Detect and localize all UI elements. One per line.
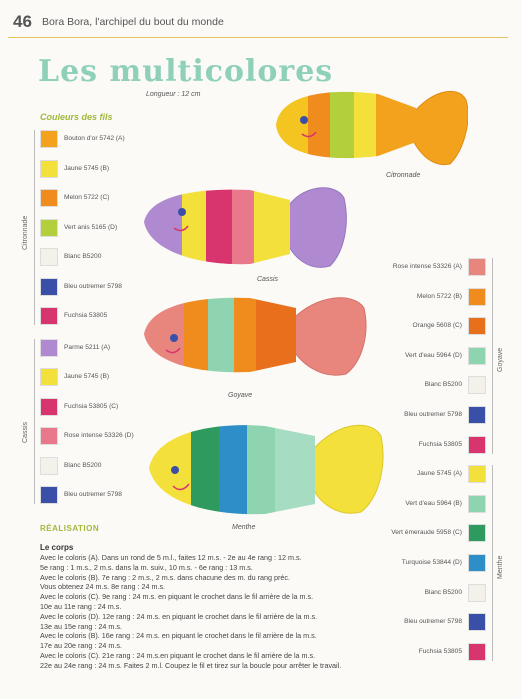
yarn-swatch [468,613,486,631]
yarn-label: Blanc B5200 [424,381,462,389]
instructions-text [40,553,380,671]
yarn-swatch [40,189,58,207]
yarn-colors-heading: Couleurs des fils [40,112,113,122]
realisation-heading: RÉALISATION [40,524,100,533]
yarn-label: Blanc B5200 [424,588,462,596]
page-header [0,0,522,40]
page-number: 46 [13,12,32,31]
instruction-line: Avec le coloris (A). Dans un rond de 5 m.l., faites 12 m.s. - 2e au 4e rang : 12 m.s. [40,553,302,562]
caption-citronnade: Citronnade [386,172,421,179]
yarn-label: Fuchsia 53805 [418,647,462,655]
instruction-line: Vous obtenez 24 m.s. 8e rang : 24 m.s. [40,582,166,592]
yarn-swatch [468,317,486,335]
group-label: Goyave [497,347,504,372]
yarn-label: Vert d'eau 5964 (B) [405,499,462,507]
yarn-swatch [40,339,58,357]
instruction-line: Avec le coloris (C). 21e rang : 24 m.s.en piquant le crochet dans le fil arrière de la m.s. [40,650,316,660]
yarn-swatch [468,347,486,365]
caption-goyave: Goyave [228,392,253,399]
yarn-label: Rose intense 53326 (A) [392,263,462,270]
caption-cassis: Cassis [257,276,279,283]
yarn-label: Blanc B5200 [64,253,102,260]
yarn-label: Vert émeraude 5958 (C) [391,529,462,537]
group-bracket [34,339,35,505]
group-label: Citronnade [22,215,29,250]
instruction-line: Avec le coloris (C). 9e rang : 24 m.s. en piquant le crochet dans le fil arrière de la m.s. [40,592,314,602]
group-bracket [34,130,35,325]
body-section-heading: Le corps [40,543,74,552]
instruction-line: 5e rang : 1 m.s., 2 m.s. dans la m. suiv., 10 m.s. - 6e rang : 13 m.s. [40,562,253,572]
yarn-label: Blanc B5200 [64,461,102,469]
yarn-label: Fuchsia 53805 [64,312,108,319]
yarn-swatch [468,554,486,572]
caption-menthe: Menthe [232,524,256,531]
group-label: Menthe [497,555,504,579]
instruction-line: 22e au 24e rang : 24 m.s. Faites 2 m.l. Coupez le fil et tirez sur la boucle pour arrêter le travail. [40,660,342,670]
yarn-label: Bleu outremer 5798 [64,491,122,498]
running-title: Bora Bora, l'archipel du bout du monde [42,16,224,28]
fish-menthe-illustration [145,412,385,522]
yarn-swatch [40,486,58,504]
group-label: Cassis [22,422,29,444]
yarn-swatch [468,436,486,454]
yarn-swatch [468,288,486,306]
yarn-label: Fuchsia 53805 [418,440,462,448]
yarn-swatch [40,398,58,416]
yarn-swatch [40,160,58,178]
yarn-swatch [40,248,58,266]
instruction-line: 17e au 20e rang : 24 m.s. [40,641,122,651]
yarn-label: Melon 5722 (C) [64,194,110,201]
yarn-swatch [468,258,486,276]
instruction-line: Avec le coloris (B). 7e rang : 2 m.s., 2 m.s. dans chacune des m. du rang préc. [40,572,290,582]
yarn-label: Vert d'eau 5964 (D) [405,351,462,359]
yarn-swatch [40,130,58,148]
instruction-line: Avec le coloris (D). 12e rang : 24 m.s. en piquant le crochet dans le fil arrière de la m.s. [40,611,318,621]
fish-citronnade-illustration [268,80,468,170]
length-note: Longueur : 12 cm [146,91,201,98]
yarn-swatch [40,457,58,475]
yarn-swatch [468,584,486,602]
yarn-label: Orange 5608 (C) [412,322,462,330]
yarn-swatch [40,368,58,386]
yarn-swatch [40,427,58,445]
yarn-label: Rose intense 53326 (D) [64,432,134,439]
yarn-label: Melon 5722 (B) [416,292,462,300]
fish-goyave-illustration [140,286,370,381]
yarn-label: Jaune 5745 (B) [64,373,110,380]
page-title: Les multicolores [38,54,334,89]
group-bracket [492,465,493,661]
instruction-line: Avec le coloris (B). 16e rang : 24 m.s. en piquant le crochet dans le fil arrière de la m.s. [40,631,317,641]
group-bracket [492,258,493,454]
yarn-label: Bleu outremer 5798 [64,282,122,290]
yarn-swatch [468,524,486,542]
yarn-label: Jaune 5745 (A) [416,470,462,478]
yarn-swatch [40,219,58,237]
fish-cassis-illustration [140,180,350,275]
instruction-line: 10e au 11e rang : 24 m.s. [40,601,122,611]
instruction-line: 13e au 15e rang : 24 m.s. [40,621,122,631]
yarn-label: Jaune 5745 (B) [64,164,110,172]
yarn-label: Bleu outremer 5798 [404,411,462,418]
yarn-label: Bleu outremer 5798 [404,618,462,626]
header-rule [8,37,508,38]
yarn-swatch [40,278,58,296]
yarn-swatch [468,643,486,661]
yarn-swatch [40,307,58,325]
yarn-label: Fuchsia 53805 (C) [64,402,119,410]
yarn-label: Parme 5211 (A) [64,343,111,351]
yarn-swatch [468,406,486,424]
yarn-label: Bouton d'or 5742 (A) [64,135,125,142]
yarn-label: Turquoise 53844 (D) [401,559,462,566]
yarn-swatch [468,376,486,394]
yarn-swatch [468,495,486,513]
yarn-label: Vert anis 5165 (D) [64,223,118,231]
yarn-swatch [468,465,486,483]
